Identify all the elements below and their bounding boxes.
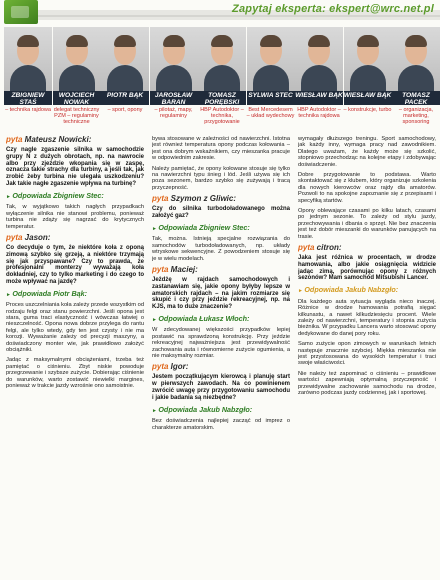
question-label: pyta — [6, 232, 25, 242]
header-stripe — [4, 15, 440, 17]
question-label: pyta — [152, 194, 171, 204]
expert-photo — [198, 27, 246, 91]
answer-paragraph: wymagały dłuższego treningu. Sport samochodowy, jak każdy inny, wymaga pracy nad zawodnikiem. Dlatego uważam, że każdy może się szkolić, stopniowo przechodząc na kolejne etapy i zdobywając doświadczenie. — [298, 136, 436, 168]
article-column-middle — [152, 136, 290, 580]
expert-photo — [344, 27, 392, 91]
question-label: pyta — [152, 362, 171, 372]
expert-name: TOMASZ PACEK — [402, 92, 430, 106]
answer-paragraph: bywa stosowane w zależności od nawierzchni. Istotna jest również temperatura opony podczas kołowania – jest ona dobrym wskaźnikiem, czy mieszanka pracuje w odpowiednim zakresie. — [152, 136, 290, 162]
question-label: pyta — [6, 136, 25, 144]
article-column-right — [298, 136, 436, 580]
question-author-name: Igor: — [170, 362, 189, 372]
expert-photo — [392, 27, 440, 91]
expert-card — [344, 27, 392, 132]
answer-paragraph: Dla każdego auta sytuacja wygląda nieco inaczej. Różnice w drodze hamowania potrafią sięgać kilkunastu, a nawet kilkudziesięciu procent. Wiele zależy od nawierzchni, temperatury i stopnia zużycia bieżnika. W przypadku Lancera warto stosować opony dedykowane do danej pory roku. — [298, 298, 436, 337]
question-author — [152, 363, 290, 371]
question-author-name: citron: — [316, 243, 342, 253]
expert-role: – sport, opony — [107, 107, 143, 113]
answer-paragraph: Bez doświadczenia najlepiej zacząć od imprez o charakterze amatorskim. — [152, 418, 290, 431]
experts-strip — [4, 27, 440, 132]
expert-name: WOJCIECH NOWAK — [58, 92, 95, 106]
expert-role: – pilotaż, mapy, regulaminy — [154, 107, 193, 119]
expert-role: HBP Autodoktor – technika rajdowa — [297, 107, 341, 119]
answer-heading: ► Odpowiada Zbigniew Stec: — [152, 224, 290, 234]
expert-name: WIESŁAW BĄK — [295, 92, 343, 99]
expert-card — [198, 27, 246, 132]
answer-paragraph: Tak, można. Istnieją specjalne rozwiązania do samochodów turbodoładowanych, np. układy wtryskowe sekwencyjne. Z powodzeniem stosuje się je w wielu modelach. — [152, 236, 290, 262]
question-text: Czy nagle zgaszenie silnika w samochodzie grupy N z dużych obrotach, np. na nawrocie albo przy zjeździe wkopania się w zaspę, oznacza takie strachy dla turbiny, a jeśli tak, jak zrobić żeby turbina nie ulegała uszkodzeniu? Jak takie nagłe zgaszenie wpływa na turbinę? — [6, 147, 144, 187]
question-text: Jestem początkującym kierowcą i planuję start w pierwszych zawodach. Na co powinienem zwrócić uwagę przy przygotowaniu samochodu i jakie badania są niezbędne? — [152, 374, 290, 401]
answer-paragraph: Dobre przygotowanie to podstawa. Warto skontaktować się z klubem, który organizuje szkolenia dla nowych kierowców oraz rajdy dla amatorów. Pozwoli to na spokojne zapoznanie się z przepisami i specyfiką startów. — [298, 172, 436, 204]
question-author — [298, 244, 436, 252]
expert-photo — [101, 27, 149, 91]
expert-card — [4, 27, 52, 132]
expert-photo — [53, 27, 101, 91]
question-author-name: Maciej: — [170, 264, 198, 274]
answer-paragraph: Proces uszczelniania koła zależy przede wszystkim od rodzaju felgi oraz stanu powierzchni. Jeśli opona jest stara, guma traci elastyczność i wówczas łatwiej o nieszczelność. Opona nowa dobrze przylega do rantu felgi, ale tylko wtedy, gdy ten jest czysty i nie ma korozji. Wyważanie zależy od precyzji maszyny, a doświadczony monter wie, jak prawidłowo założyć obciążniki. — [6, 302, 144, 354]
page-header — [4, 0, 440, 24]
header-title: Zapytaj eksperta: ekspert@wrc.net.pl — [232, 3, 434, 15]
expert-name: WIESŁAW BĄK — [343, 92, 392, 99]
expert-photo — [247, 27, 295, 91]
question-author — [152, 195, 290, 203]
answer-paragraph: Opony oblewające czasami po kilku latach, czasami po jednym sezonie. To zależy od stylu jazdy, przechowywania i dbania o sprzęt. Nie bez znaczenia jest też dobór mieszanki do warunków panujących na trasie. — [298, 208, 436, 240]
answer-paragraph: Należy pamiętać, że opony kołowane stosuje się tylko na nawierzchni typu śnieg i lód. Jeśli używa się ich poza sezonem, bardzo szybko się zużywają i tracą przyczepność. — [152, 165, 290, 191]
question-label: pyta — [298, 243, 317, 253]
expert-card — [150, 27, 198, 132]
expert-card — [392, 27, 440, 132]
question-author-name: Szymon z Gliwic: — [170, 194, 237, 204]
question-label: pyta — [152, 264, 171, 274]
expert-name: JAROSŁAW BARAN — [154, 92, 193, 106]
answer-heading: ► Odpowiada Piotr Bąk: — [6, 290, 144, 300]
expert-name: PIOTR BĄK — [106, 92, 144, 99]
question-text: Czy do silnika turbodoładowanego można założyć gaz? — [152, 206, 290, 220]
question-author — [6, 234, 144, 242]
question-text: Jaka jest różnica w procentach, w drodze hamowania, albo jakie osiągnięcia widzicie jadąc zimą, porównując opony z różnych sezonów? Mam samochód Mitsubishi Lancer. — [298, 255, 436, 282]
expert-role: – organizacja, marketing, sponsoring — [398, 107, 434, 125]
expert-photo — [150, 27, 198, 91]
expert-role: – konstrukcje, turbo — [343, 107, 392, 113]
expert-role: Best Mercedesem – układ wydechowy — [246, 107, 295, 119]
answer-paragraph: W zdecydowanej większości przypadków lepiej postawić na sprawdzoną konstrukcję. Przy jeździe rekreacyjnej najważniejsza jest przewidywalność zachowania auta i równomierne zużycie ogumienia, a nie maksymalny rozmiar. — [152, 327, 290, 360]
expert-role: delegat techniczny PZM – regulaminy techniczne — [53, 107, 100, 125]
magazine-logo — [4, 0, 38, 24]
article-column-left — [6, 136, 144, 580]
answer-heading: ► Odpowiada Łukasz Włoch: — [152, 315, 290, 325]
expert-role: – technika rajdowa — [5, 107, 51, 113]
expert-card — [101, 27, 149, 132]
expert-photo — [4, 27, 52, 91]
expert-card — [295, 27, 343, 132]
expert-role: HBP Autodoktor – technika, przygotowanie — [200, 107, 244, 125]
article-columns — [6, 136, 436, 580]
expert-name: ZBIGNIEW STAŚ — [11, 92, 45, 106]
question-text: Jeżdżę w rajdach samochodowych i zastanawiam się, jakie opony byłyby lepsze w amatorskich rajdach – na jakim rozmiarze się skupić i czy przy jeździe rekreacyjnej, np. na KJS, ma to duże znaczenie? — [152, 276, 290, 311]
expert-photo — [295, 27, 343, 91]
answer-paragraph: Samo zużycie opon zimowych w warunkach letnich następuje znacznie szybciej. Miękka mieszanka nie jest przystosowana do wysokich temperatur i traci swoje właściwości. — [298, 341, 436, 367]
question-author — [6, 136, 144, 144]
expert-card — [53, 27, 101, 132]
expert-name: SYLWIA STEC — [248, 92, 293, 99]
expert-name: TOMASZ PORĘBSKI — [204, 92, 240, 106]
question-text: Co decyduje o tym, że niektóre koła z oponą zimową szybko się grzeją, a niektóre trzymają się jak przyspawane? Czy to prawda, że profesjonalni monterzy wyważają koła dokładniej, czy to tylko marketing i do czego to może wpływać na jazdę? — [6, 244, 144, 285]
answer-heading: ► Odpowiada Jakub Nabzgło: — [298, 286, 436, 296]
answer-heading: ► Odpowiada Zbigniew Stec: — [6, 192, 144, 202]
answer-paragraph: Jadąc z maksymalnymi obciążeniami, trzeba też pamiętać o ciśnieniu. Zbyt niskie powoduje przegrzewanie i szybsze zużycie. Dobierając ciśnienie do warunków, warto zostawić niewielki margines, ponieważ w trakcie jazdy wzrośnie ono samoistnie. — [6, 357, 144, 390]
question-author — [152, 266, 290, 274]
answer-paragraph: Tak, w wyjątkowo takich nagłych przypadkach wyłączenie silnika nie stanowi problemu, ponieważ turbina nie zdąży się nagrzać do krytycznych temperatur. — [6, 204, 144, 230]
answer-paragraph: Nie należy też zapominać o ciśnieniu – prawidłowe wartości zapewniają optymalną przyczepność i przewidywalne zachowanie samochodu na drodze, zarówno podczas jazdy codziennej, jak i sportowej. — [298, 370, 436, 397]
answer-heading: ► Odpowiada Jakub Nabzgło: — [152, 406, 290, 416]
question-author-name: Mateusz Nowicki: — [24, 136, 92, 144]
question-author-name: Jason: — [24, 232, 51, 242]
expert-card — [247, 27, 295, 132]
